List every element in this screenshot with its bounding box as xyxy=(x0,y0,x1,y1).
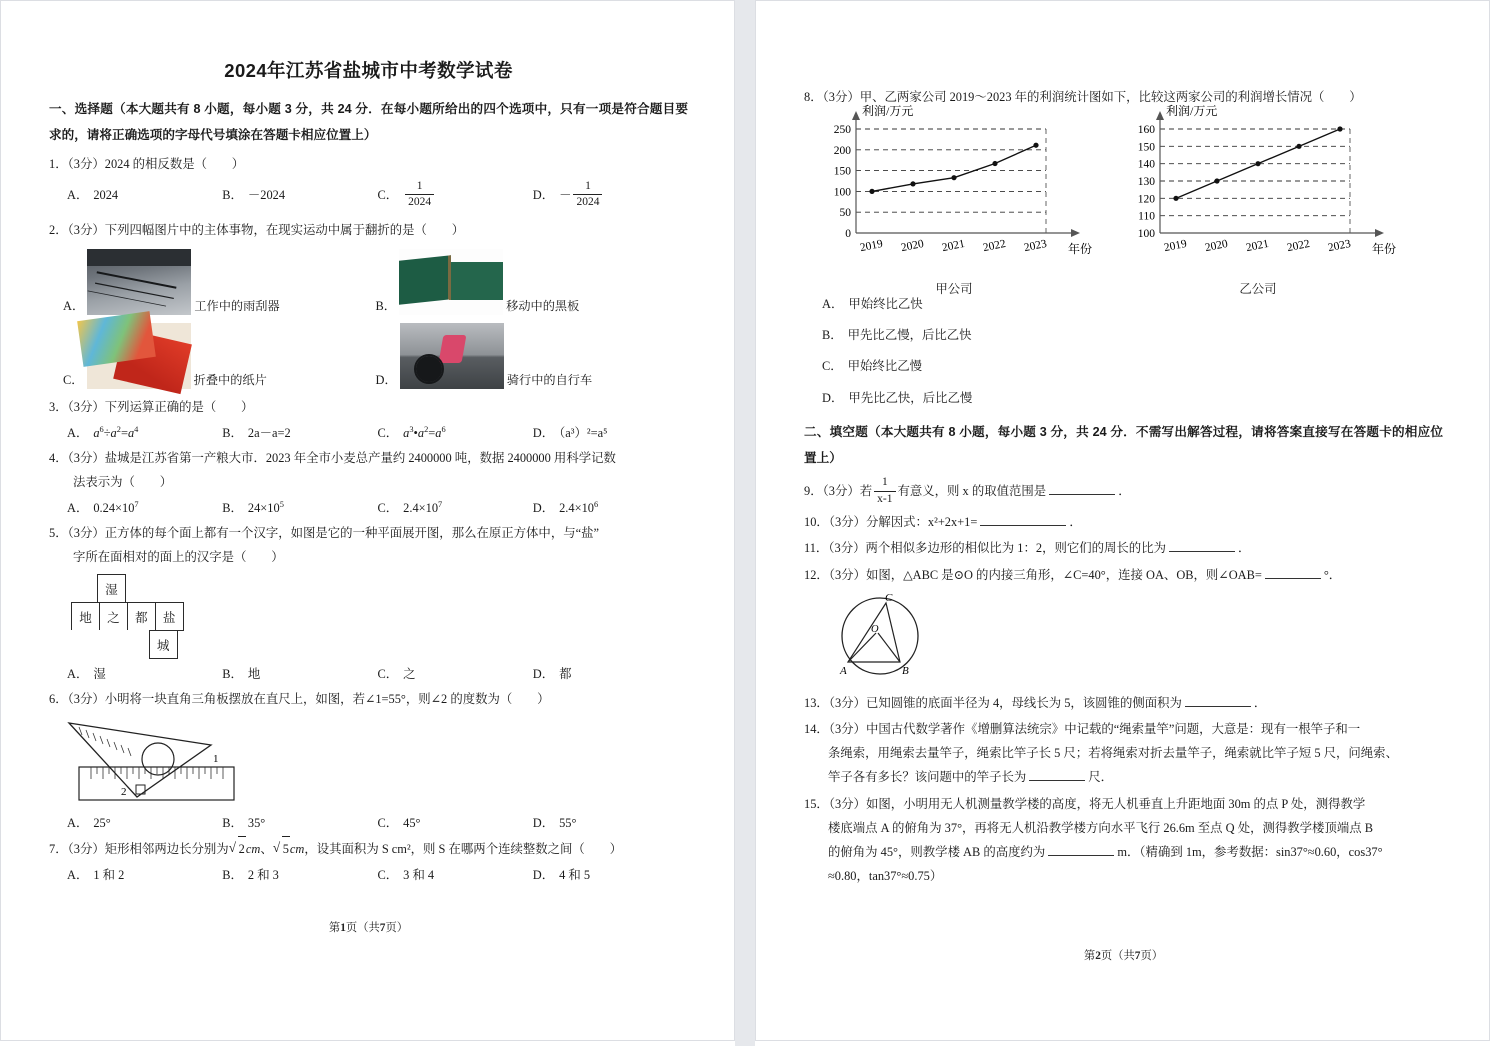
q14-points: （3分） xyxy=(828,722,866,737)
q2-option-b[interactable]: B． 移动中的黑板 xyxy=(376,245,689,315)
fraction: $\frac{1}{x-1}$ xyxy=(874,475,895,507)
q5-stem-cont: 字所在面相对的面上的汉字是（ ） xyxy=(73,550,284,565)
page-title: 2024年江苏省盐城市中考数学试卷 xyxy=(224,60,513,81)
svg-text:2019: 2019 xyxy=(858,238,884,255)
question-14: 14．（3分）中国古代数学著作《增删算法统宗》中记载的“绳索量竿”问题，大意是：现有一根竿子和一 条绳索，用绳索去量竿子，绳索比竿子长 5 尺；若将绳索对折去量竿子，绳索就比竿子短 5 尺，问绳索、 竿子各有多长？该问题中的竿子长为 尺． xyxy=(804,717,1443,790)
q15-answer-blank[interactable] xyxy=(1048,843,1114,856)
point-a-label: A xyxy=(840,664,847,677)
q11-answer-blank[interactable] xyxy=(1169,539,1235,552)
svg-text:140: 140 xyxy=(1137,158,1155,171)
point-b-label: B xyxy=(902,664,909,677)
q8-options xyxy=(804,290,1443,413)
q13-answer-blank[interactable] xyxy=(1185,694,1251,707)
q2-stem: 下列四幅图片中的主体事物，在现实运动中属于翻折的是（ ） xyxy=(104,222,465,237)
q5-stem: 正方体的每个面上都有一个汉字，如图是它的一种平面展开图，那么在原正方体中，与“盐” xyxy=(104,526,599,541)
svg-text:2023: 2023 xyxy=(1022,238,1048,255)
svg-text:50: 50 xyxy=(839,207,851,220)
page-2-footer: 第2页（共7页） xyxy=(1083,950,1164,962)
q7-option-d[interactable]: D． 4 和 5 xyxy=(532,868,591,883)
q3-options xyxy=(49,421,688,446)
page-gap xyxy=(735,0,755,1046)
svg-text:160: 160 xyxy=(1137,124,1155,137)
question-1 xyxy=(49,152,688,176)
q15-stem-cont3: 的俯角为 45°，则教学楼 AB 的高度约为 m．（精确到 1m，参考数据：sin37°≈0.60，cos37° xyxy=(828,844,1383,859)
q8-option-b[interactable]: B． 甲先比乙慢，后比乙快 xyxy=(822,328,972,343)
q8-points: （3分） xyxy=(822,90,860,104)
q1-number: 1． xyxy=(49,157,68,172)
q3-option-c[interactable]: C． $a^3•a^2=a^6$ xyxy=(377,424,446,441)
chart-jia-caption: 甲公司 xyxy=(935,282,973,297)
q10-answer-blank[interactable] xyxy=(980,513,1066,526)
bicycle-photo xyxy=(400,323,504,389)
question-9: 9．（3分）若 $\frac{1}{x-1}$ 有意义，则 x 的取值范围是 ． xyxy=(804,475,1443,508)
q1-options xyxy=(49,179,688,212)
svg-text:利润/万元: 利润/万元 xyxy=(862,104,914,119)
svg-text:120: 120 xyxy=(1137,193,1155,206)
svg-text:年份: 年份 xyxy=(1068,242,1093,257)
q4-options xyxy=(49,496,688,521)
svg-text:150: 150 xyxy=(1137,141,1155,154)
page-1-footer: 第1页（共7页） xyxy=(328,922,409,934)
cube-net-row xyxy=(71,602,688,630)
q10-points: （3分） xyxy=(828,515,866,530)
q2-picture-grid xyxy=(49,245,688,393)
angle-1-label: 1 xyxy=(213,753,219,766)
svg-text:100: 100 xyxy=(833,186,851,199)
q12-number: 12． xyxy=(804,567,829,582)
circle-triangle-figure xyxy=(822,590,1443,687)
page-2 xyxy=(755,0,1490,1041)
q6-option-b[interactable]: B． 35° xyxy=(222,816,266,831)
q5-option-b[interactable]: B． 地 xyxy=(222,667,261,682)
q1-option-a[interactable]: A． 2024 xyxy=(67,187,119,202)
question-10: 10．（3分）分解因式：x²+2x+1= ． xyxy=(804,515,1082,530)
question-3 xyxy=(49,395,688,419)
page-1 xyxy=(0,0,735,1041)
angle-2-label: 2 xyxy=(121,786,127,799)
q9-number: 9． xyxy=(804,484,823,499)
q5-points: （3分） xyxy=(67,526,105,541)
q7-options xyxy=(49,863,688,888)
q14-stem-cont3: 竿子各有多长？该问题中的竿子长为 尺． xyxy=(828,770,1114,785)
q13-number: 13． xyxy=(804,695,829,710)
cube-net-figure xyxy=(49,574,688,658)
q8-option-c[interactable]: C． 甲始终比乙慢 xyxy=(822,359,922,374)
q7-points: （3分） xyxy=(67,842,105,857)
svg-text:2021: 2021 xyxy=(1244,238,1270,255)
q4-option-d[interactable]: D． $2.4\times 10^6$ xyxy=(532,500,599,516)
question-13: 13．（3分）已知圆锥的底面半径为 4，母线长为 5，该圆锥的侧面积为 ． xyxy=(804,695,1267,710)
q5-options xyxy=(49,662,688,687)
q1-option-d[interactable]: D． － $\frac{1}{2024}$ xyxy=(533,179,688,212)
q1-points: （3分） xyxy=(67,157,105,172)
cube-net-cell: 之 xyxy=(99,602,128,631)
question-7: 7．（3分）矩形相邻两边长分别为 √ 2cm、 √ 5cm，设其面积为 S cm²，则 S 在哪两个连续整数之间（ ） xyxy=(49,836,688,861)
chart-yi-caption: 乙公司 xyxy=(1239,282,1277,297)
q12-points: （3分） xyxy=(828,567,866,582)
folding-paper-photo xyxy=(87,323,191,389)
blackboard-photo xyxy=(399,249,503,315)
chart-jia-company xyxy=(810,104,1098,297)
q9-points: （3分） xyxy=(822,484,860,499)
q5-option-a[interactable]: A． 湿 xyxy=(67,667,106,682)
q6-stem: 小明将一块直角三角板摆放在直尺上，如图，若∠1=55°，则∠2 的度数为（ ） xyxy=(104,692,550,707)
sqrt-5: √ 5 xyxy=(273,836,290,861)
q6-option-c[interactable]: C． 45° xyxy=(377,816,421,831)
cube-net-cell: 都 xyxy=(127,602,156,631)
q2-number: 2． xyxy=(49,222,68,237)
q2-option-d[interactable]: D． 骑行中的自行车 xyxy=(376,319,689,389)
svg-text:150: 150 xyxy=(833,165,851,178)
q6-option-d[interactable]: D． 55° xyxy=(532,816,577,831)
point-o-label: O xyxy=(871,623,879,635)
q3-option-a[interactable]: A． $a^6\div a^2=a^4$ xyxy=(67,424,139,441)
svg-text:110: 110 xyxy=(1138,210,1155,223)
fraction: $\frac{1}{2024}$ xyxy=(573,179,602,211)
chart-yi-company xyxy=(1114,104,1402,297)
q12-answer-blank[interactable] xyxy=(1265,566,1321,579)
q13-points: （3分） xyxy=(828,695,866,710)
q4-stem: 盐城是江苏省第一产粮大市．2023 年全市小麦总产量约 2400000 吨，数据 2400000 用科学记数 xyxy=(104,450,616,465)
q4-option-a[interactable]: A． $0.24\times 10^7$ xyxy=(67,500,139,516)
q15-number: 15． xyxy=(804,796,829,811)
question-2 xyxy=(49,218,688,242)
svg-text:2023: 2023 xyxy=(1326,238,1352,255)
q5-number: 5． xyxy=(49,526,68,541)
q14-answer-blank[interactable] xyxy=(1029,768,1085,781)
cube-net-cell: 城 xyxy=(149,630,178,659)
q7-option-b[interactable]: B． 2 和 3 xyxy=(222,868,279,883)
svg-text:0: 0 xyxy=(845,228,851,241)
q2-option-c[interactable]: C． 折叠中的纸片 xyxy=(63,319,376,389)
cube-net-cell-empty xyxy=(71,630,98,657)
cube-net-cell-empty xyxy=(71,574,98,601)
q8-number: 8． xyxy=(804,90,823,104)
q4-number: 4． xyxy=(49,450,68,465)
question-12: 12．（3分）如图，△ABC 是⊙O 的内接三角形，∠C=40°，连接 OA、OB，则∠OAB= °． xyxy=(804,567,1342,582)
q7-option-c[interactable]: C． 3 和 4 xyxy=(377,868,435,883)
question-4 xyxy=(49,446,688,494)
q8-option-d[interactable]: D． 甲先比乙快，后比乙慢 xyxy=(822,390,973,405)
q3-option-b[interactable]: B． 2a－a=2 xyxy=(222,426,291,441)
cube-net-cell-empty xyxy=(97,630,124,657)
q6-options xyxy=(49,811,688,836)
section-1-heading: 一、选择题（本大题共有 8 小题，每小题 3 分，共 24 分．在每小题所给出的四个选项中，只有一项是符合题目要求的，请将正确选项的字母代号填涂在答题卡相应位置上） xyxy=(49,102,688,143)
q5-option-c[interactable]: C． 之 xyxy=(377,667,416,682)
svg-text:100: 100 xyxy=(1137,228,1155,241)
fraction: $\frac{1}{2024}$ xyxy=(405,179,434,211)
q8-option-a[interactable]: A． 甲始终比乙快 xyxy=(822,297,923,312)
cube-net-cell-empty xyxy=(123,630,150,657)
q6-option-a[interactable]: A． 25° xyxy=(67,816,111,831)
svg-text:2021: 2021 xyxy=(940,238,966,255)
svg-text:2019: 2019 xyxy=(1162,238,1188,255)
q15-points: （3分） xyxy=(828,796,866,811)
q5-option-d[interactable]: D． 都 xyxy=(532,667,572,682)
svg-text:130: 130 xyxy=(1137,176,1155,189)
cube-net-cell: 盐 xyxy=(155,602,184,631)
question-5 xyxy=(49,521,688,569)
q8-stem: 甲、乙两家公司 2019～2023 年的利润统计图如下，比较这两家公司的利润增长情况（ ） xyxy=(859,90,1362,104)
section-2-heading: 二、填空题（本大题共有 8 小题，每小题 3 分，共 24 分．不需写出解答过程，请将答案直接写在答题卡的相应位置上） xyxy=(804,424,1443,465)
q11-points: （3分） xyxy=(828,541,866,556)
q4-points: （3分） xyxy=(67,450,105,465)
svg-text:2022: 2022 xyxy=(1285,238,1311,255)
q3-points: （3分） xyxy=(67,399,105,414)
q3-number: 3． xyxy=(49,399,68,414)
q1-option-b[interactable]: B． －2024 xyxy=(222,187,286,202)
q1-option-c[interactable]: C． $\frac{1}{2024}$ xyxy=(378,179,533,212)
q4-option-c[interactable]: C． $2.4\times 10^7$ xyxy=(377,500,443,516)
question-11: 11．（3分）两个相似多边形的相似比为 1：2，则它们的周长的比为 ． xyxy=(804,541,1251,556)
q1-stem: 2024 的相反数是（ ） xyxy=(104,157,245,172)
q2-option-a[interactable]: A． 工作中的雨刮器 xyxy=(63,245,376,315)
q3-stem: 下列运算正确的是（ ） xyxy=(104,399,254,414)
q6-points: （3分） xyxy=(67,692,105,707)
q4-option-b[interactable]: B． $24\times 10^5$ xyxy=(222,500,284,516)
triangle-ruler-figure xyxy=(63,715,273,807)
q11-number: 11． xyxy=(804,541,829,556)
question-6 xyxy=(49,687,688,711)
svg-text:2020: 2020 xyxy=(899,238,925,255)
q10-number: 10． xyxy=(804,515,829,530)
cube-net-row xyxy=(71,630,688,658)
cube-net-row xyxy=(71,574,688,602)
q4-stem-cont: 法表示为（ ） xyxy=(73,475,173,490)
cube-net-cell: 地 xyxy=(71,602,100,631)
sqrt-2: √ 2 xyxy=(229,836,246,861)
cube-net-cell: 湿 xyxy=(97,574,126,603)
windshield-wiper-photo xyxy=(87,249,191,315)
svg-text:250: 250 xyxy=(833,124,851,137)
svg-text:年份: 年份 xyxy=(1372,242,1397,257)
q7-number: 7． xyxy=(49,842,68,857)
q6-number: 6． xyxy=(49,692,68,707)
svg-text:200: 200 xyxy=(833,144,851,157)
q7-option-a[interactable]: A． 1 和 2 xyxy=(67,868,125,883)
svg-text:利润/万元: 利润/万元 xyxy=(1166,104,1218,119)
point-c-label: C xyxy=(885,591,893,604)
profit-charts xyxy=(810,104,1443,297)
svg-text:2020: 2020 xyxy=(1203,238,1229,255)
q3-option-d[interactable]: D． （a³）²=a⁵ xyxy=(532,426,608,441)
question-15: 15．（3分）如图，小明用无人机测量教学楼的高度，将无人机垂直上升距地面 30m 的点 P 处，测得教学 楼底端点 A 的俯角为 37°，再将无人机沿教学楼方向水平飞行 26.6m 至点 Q 处，测得教学楼顶端点 B 的俯角为 45°，则教学楼 AB 的高度约为 m．（精确到 1m，参考数据：sin37°≈0.60，cos37° ≈0.80，tan37°≈0.75） xyxy=(804,792,1443,889)
svg-text:2022: 2022 xyxy=(981,238,1007,255)
q14-number: 14． xyxy=(804,722,829,737)
q2-points: （3分） xyxy=(67,222,105,237)
q9-answer-blank[interactable] xyxy=(1049,482,1115,495)
